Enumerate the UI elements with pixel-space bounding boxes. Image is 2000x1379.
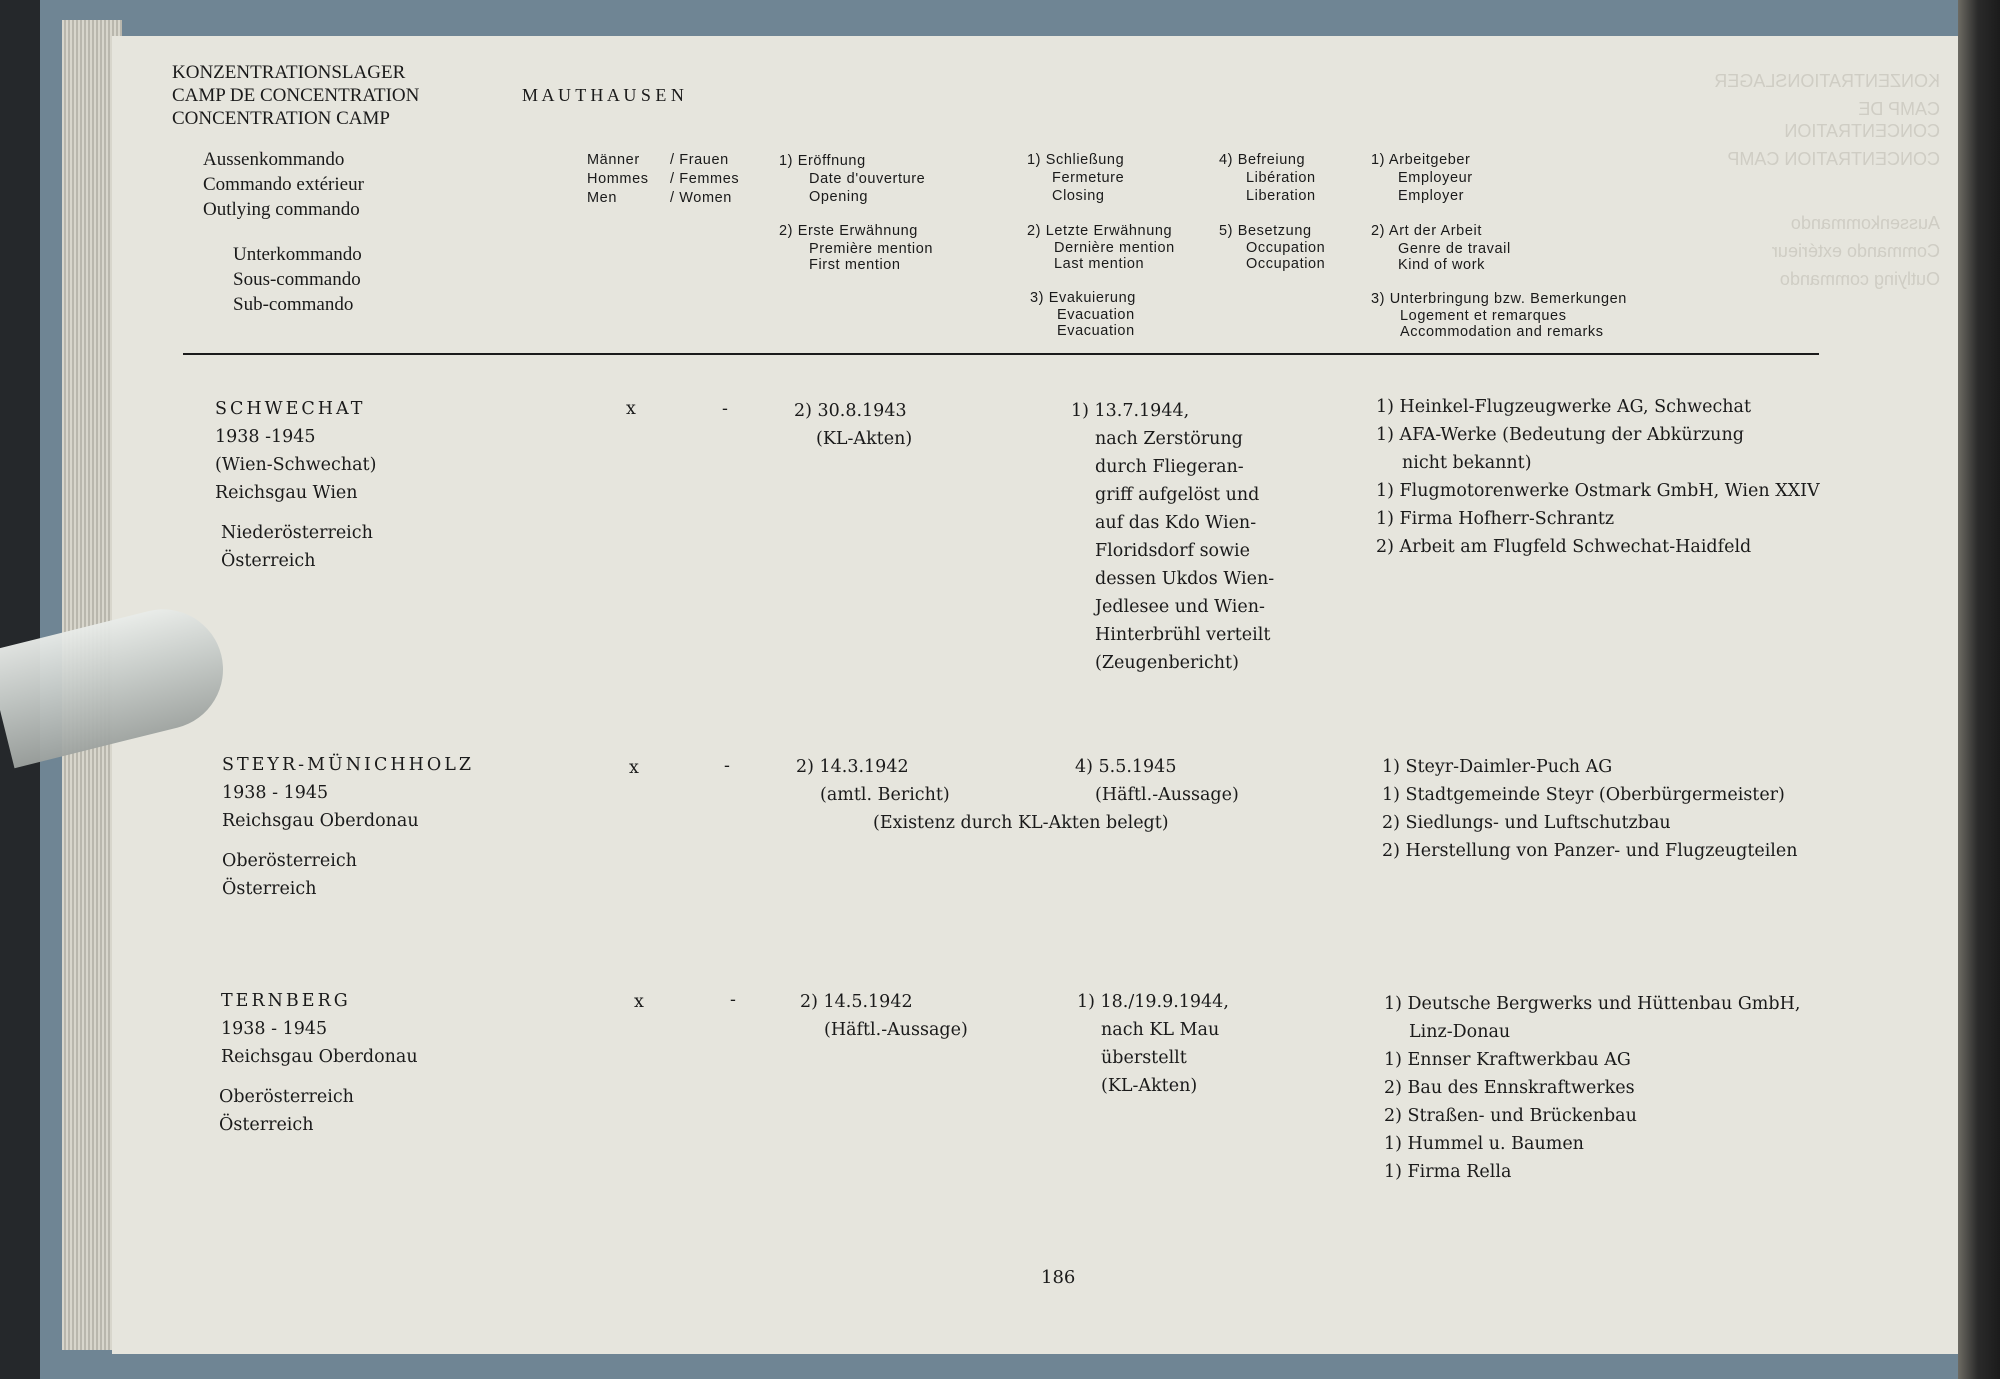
closing-line: überstellt [1101,1048,1187,1068]
work-line: 2) Siedlungs- und Luftschutzbau [1382,813,1671,833]
entry-region: Österreich [222,879,317,899]
opening-source: (amtl. Bericht) [820,785,950,805]
col4-g2-en: Kind of work [1398,257,1485,273]
facing-page-showthrough [1700,70,1940,296]
unterkommando-en: Sub-commando [233,294,354,315]
col2-g2-de: 2) Letzte Erwähnung [1027,223,1173,239]
work-line: 2) Straßen- und Brückenbau [1384,1106,1637,1126]
closing-line: griff aufgelöst und [1095,485,1260,505]
col3-g2-en: Occupation [1246,256,1326,272]
gender-men-fr: Hommes [587,171,649,187]
entry-location: Reichsgau Wien [215,483,358,503]
opening-source: (KL-Akten) [816,429,913,449]
col4-g3-fr: Logement et remarques [1400,308,1567,324]
closing-line: Floridsdorf sowie [1095,541,1251,561]
camp-type-fr: CAMP DE CONCENTRATION [172,85,420,106]
closing-line: (KL-Akten) [1101,1076,1198,1096]
gender-women-en: / Women [670,190,732,206]
entry-years: 1938 -1945 [215,427,316,447]
closing-line: durch Fliegeran- [1095,457,1244,477]
camp-type-en: CONCENTRATION CAMP [172,108,390,129]
existence-note: (Existenz durch KL-Akten belegt) [873,813,1169,833]
col1-g1-de: 1) Eröffnung [779,153,866,169]
closing-line: nach Zerstörung [1095,429,1243,449]
entry-years: 1938 - 1945 [221,1019,328,1039]
work-line: 2) Herstellung von Panzer- und Flugzeugteilen [1382,841,1798,861]
facing-line: Aussenkommando [1790,213,1940,233]
col2-g3-en: Evacuation [1057,323,1135,339]
opening-date: 2) 14.5.1942 [800,992,913,1012]
work-line: 1) Hummel u. Baumen [1384,1134,1584,1154]
work-line: Linz-Donau [1409,1022,1511,1042]
closing-line: 1) 18./19.9.1944, [1077,992,1229,1012]
gender-men-de: Männer [587,152,640,168]
aussenkommando-en: Outlying commando [203,199,360,220]
col2-g1-fr: Fermeture [1052,170,1125,186]
book-gutter-shadow [1958,0,2000,1379]
entry-region: Oberösterreich [222,851,357,871]
col4-g3-de: 3) Unterbringung bzw. Bemerkungen [1371,291,1627,307]
col4-g2-de: 2) Art der Arbeit [1371,223,1482,239]
col4-g2-fr: Genre de travail [1398,241,1511,257]
work-line: 2) Arbeit am Flugfeld Schwechat-Haidfeld [1376,537,1752,557]
opening-date: 2) 14.3.1942 [796,757,909,777]
work-line: 1) Steyr-Daimler-Puch AG [1382,757,1613,777]
col3-g1-de: 4) Befreiung [1219,152,1306,168]
col4-g3-en: Accommodation and remarks [1400,324,1604,340]
liberation-date: 4) 5.5.1945 [1075,757,1177,777]
entry-name: STEYR-MÜNICHHOLZ [222,755,475,775]
header-divider [183,353,1819,355]
women-marker: - [730,990,736,1010]
entry-region: Niederösterreich [221,523,373,543]
col1-g2-fr: Première mention [809,241,934,257]
col2-g2-en: Last mention [1054,256,1145,272]
facing-line: KONZENTRATIONSLAGER [1714,71,1940,91]
col4-g1-fr: Employeur [1398,170,1473,186]
gender-women-fr: / Femmes [670,171,740,187]
facing-line: Outlying commando [1779,269,1940,289]
col1-g2-en: First mention [809,257,901,273]
camp-type-de: KONZENTRATIONSLAGER [172,62,406,83]
closing-line: Hinterbrühl verteilt [1095,625,1271,645]
closing-line: Jedlesee und Wien- [1095,597,1265,617]
work-line: 1) Deutsche Bergwerks und Hüttenbau GmbH, [1384,994,1801,1014]
col2-g1-en: Closing [1052,188,1105,204]
work-line: 1) AFA-Werke (Bedeutung der Abkürzung [1376,425,1744,445]
col1-g2-de: 2) Erste Erwähnung [779,223,918,239]
work-line: 2) Bau des Ennskraftwerkes [1384,1078,1635,1098]
men-marker: x [634,992,644,1012]
col2-g3-de: 3) Evakuierung [1030,290,1136,306]
women-marker: - [724,756,730,776]
facing-line: Commando extérieur [1771,241,1940,261]
men-marker: x [626,399,636,419]
gender-women-de: / Frauen [670,152,729,168]
entry-years: 1938 - 1945 [222,783,329,803]
closing-line: auf das Kdo Wien- [1095,513,1257,533]
col1-g1-en: Opening [809,189,869,205]
opening-source: (Häftl.-Aussage) [824,1020,968,1040]
entry-name: TERNBERG [221,991,351,1011]
closing-line: nach KL Mau [1101,1020,1220,1040]
men-marker: x [629,758,639,778]
col3-g2-de: 5) Besetzung [1219,223,1312,239]
closing-line: (Zeugenbericht) [1095,653,1239,673]
unterkommando-fr: Sous-commando [233,269,361,290]
facing-line: CAMP DE CONCENTRATION [1784,99,1940,141]
col3-g1-fr: Libération [1246,170,1316,186]
entry-location: (Wien-Schwechat) [215,455,377,475]
col2-g3-fr: Evacuation [1057,307,1135,323]
page-number: 186 [1041,1267,1076,1288]
closing-line: 1) 13.7.1944, [1071,401,1190,421]
unterkommando-de: Unterkommando [233,244,362,265]
col3-g2-fr: Occupation [1246,240,1326,256]
col2-g2-fr: Dernière mention [1054,240,1175,256]
col4-g1-de: 1) Arbeitgeber [1371,152,1471,168]
entry-name: SCHWECHAT [215,399,366,419]
col4-g1-en: Employer [1398,188,1465,204]
entry-location: Reichsgau Oberdonau [222,811,419,831]
work-line: 1) Flugmotorenwerke Ostmark GmbH, Wien XXIV [1376,481,1820,501]
facing-line: CONCENTRATION CAMP [1727,149,1940,169]
col3-g1-en: Liberation [1246,188,1316,204]
work-line: nicht bekannt) [1402,453,1532,473]
entry-region: Österreich [221,551,316,571]
opening-date: 2) 30.8.1943 [794,401,907,421]
liberation-source: (Häftl.-Aussage) [1095,785,1239,805]
work-line: 1) Stadtgemeinde Steyr (Oberbürgermeister) [1382,785,1785,805]
aussenkommando-fr: Commando extérieur [203,174,364,195]
camp-name-title: M A U T H A U S E N [522,85,684,105]
work-line: 1) Firma Hofherr-Schrantz [1376,509,1615,529]
work-line: 1) Ennser Kraftwerkbau AG [1384,1050,1631,1070]
entry-region: Oberösterreich [219,1087,354,1107]
col2-g1-de: 1) Schließung [1027,152,1125,168]
aussenkommando-de: Aussenkommando [203,149,345,170]
col1-g1-fr: Date d'ouverture [809,171,926,187]
gender-men-en: Men [587,190,618,206]
work-line: 1) Heinkel-Flugzeugwerke AG, Schwechat [1376,397,1752,417]
women-marker: - [722,399,728,419]
entry-region: Österreich [219,1115,314,1135]
closing-line: dessen Ukdos Wien- [1095,569,1275,589]
work-line: 1) Firma Rella [1384,1162,1512,1182]
entry-location: Reichsgau Oberdonau [221,1047,418,1067]
